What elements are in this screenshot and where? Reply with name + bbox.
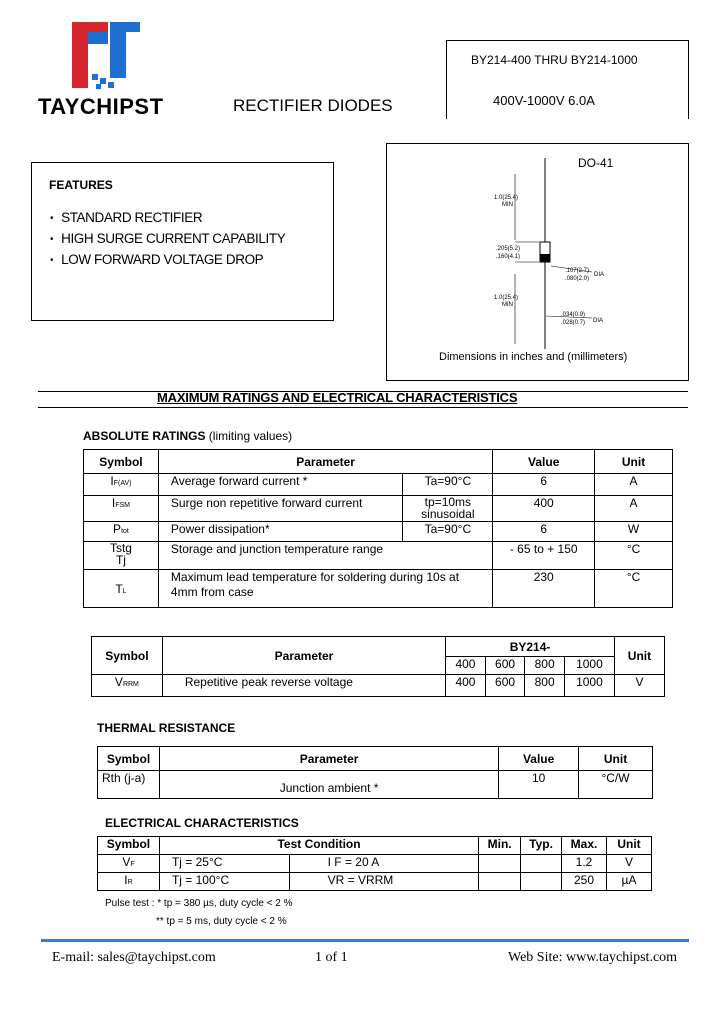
col-parameter: Parameter — [158, 450, 492, 474]
table-row: IF(AV) Average forward current * Ta=90°C 6 A — [84, 474, 673, 496]
dim-wire-a: .034(0.9) — [561, 312, 586, 318]
thermal-heading: THERMAL RESISTANCE — [97, 721, 236, 735]
dim-dia-a: .107(2.7) — [565, 268, 590, 274]
package-name: DO-41 — [578, 156, 614, 170]
table-row: Tstg Tj Storage and junction temperature range - 65 to + 150 °C — [84, 542, 673, 570]
table-row: IR Tj = 100°C VR = VRRM 250 µA — [98, 873, 652, 891]
footer-website[interactable]: Web Site: www.taychipst.com — [508, 950, 678, 965]
footer-email[interactable]: E-mail: sales@taychipst.com — [52, 950, 216, 965]
dimension-note: Dimensions in inches and (millimeters) — [439, 351, 628, 363]
dim-lead-bot: 1.0(25.4) — [494, 295, 519, 301]
ratings-summary: 400V-1000V 6.0A — [493, 93, 595, 108]
brand-name: TAYCHIPST — [38, 94, 164, 119]
footer-rule — [41, 939, 689, 942]
footer-page: 1 of 1 — [315, 950, 348, 965]
absolute-ratings-heading: ABSOLUTE RATINGS (limiting values) — [83, 429, 293, 443]
table-row: Ptot Power dissipation* Ta=90°C 6 W — [84, 522, 673, 542]
electrical-table: Symbol Test Condition Min. Typ. Max. Unit VF Tj = 25°C I F = 20 A 1.2 V IR Tj = 100°C VR = VRRM 250 µA — [97, 836, 652, 891]
dim-body-b: .160(4.1) — [496, 254, 521, 260]
main-title: MAXIMUM RATINGS AND ELECTRICAL CHARACTERISTICS — [157, 390, 518, 405]
dim-dia-label: DIA — [594, 272, 605, 278]
features-heading: FEATURES — [49, 178, 113, 192]
feature-item: • HIGH SURGE CURRENT CAPABILITY — [50, 228, 285, 249]
col-value: Value — [493, 450, 595, 474]
col-unit: Unit — [595, 450, 673, 474]
pulse-note-2: ** tp = 5 ms, duty cycle < 2 % — [156, 916, 287, 927]
table-row: VRRM Repetitive peak reverse voltage 400 600 800 1000 V — [92, 675, 665, 697]
package-drawing-box — [386, 143, 689, 381]
features-box — [31, 162, 334, 321]
table-row: IFSM Surge non repetitive forward current tp=10ms sinusoidal 400 A — [84, 496, 673, 522]
pulse-note-1: Pulse test : * tp = 380 µs, duty cycle < 2 % — [105, 898, 293, 909]
document-title: RECTIFIER DIODES — [233, 96, 393, 115]
part-number-box — [446, 40, 689, 119]
dim-body-a: .205(5.2) — [496, 246, 521, 252]
table-row: Rth (j-a) Junction ambient * 10 °C/W — [98, 771, 653, 799]
thermal-table: Symbol Parameter Value Unit Rth (j-a) Junction ambient * 10 °C/W — [97, 746, 653, 799]
dim-dia-b: .080(2.0) — [565, 276, 590, 282]
dim-lead-top: 1.0(25.4) — [494, 195, 519, 201]
absolute-ratings-table — [83, 449, 673, 608]
part-range: BY214-400 THRU BY214-1000 — [471, 53, 638, 67]
dim-wire-b: .028(0.7) — [561, 320, 586, 326]
feature-item: • STANDARD RECTIFIER — [50, 207, 285, 228]
feature-item: • LOW FORWARD VOLTAGE DROP — [50, 249, 285, 270]
company-logo — [68, 18, 154, 96]
divider — [38, 407, 688, 408]
vrrm-table: Symbol Parameter BY214- Unit 400 600 800 1000 VRRM Repetitive peak reverse voltage 400 600 800 1000 V — [91, 636, 665, 697]
diode-outline-drawing — [387, 144, 688, 380]
table-row: VF Tj = 25°C I F = 20 A 1.2 V — [98, 855, 652, 873]
features-list — [50, 207, 285, 270]
dim-wire-label: DIA — [593, 318, 604, 324]
table-row: TL Maximum lead temperature for soldering during 10s at 4mm from case 230 °C — [84, 570, 673, 608]
electrical-heading: ELECTRICAL CHARACTERISTICS — [105, 816, 299, 830]
dim-lead-bot-min: MIN — [502, 302, 513, 308]
dim-lead-top-min: MIN — [502, 202, 513, 208]
col-symbol: Symbol — [84, 450, 159, 474]
